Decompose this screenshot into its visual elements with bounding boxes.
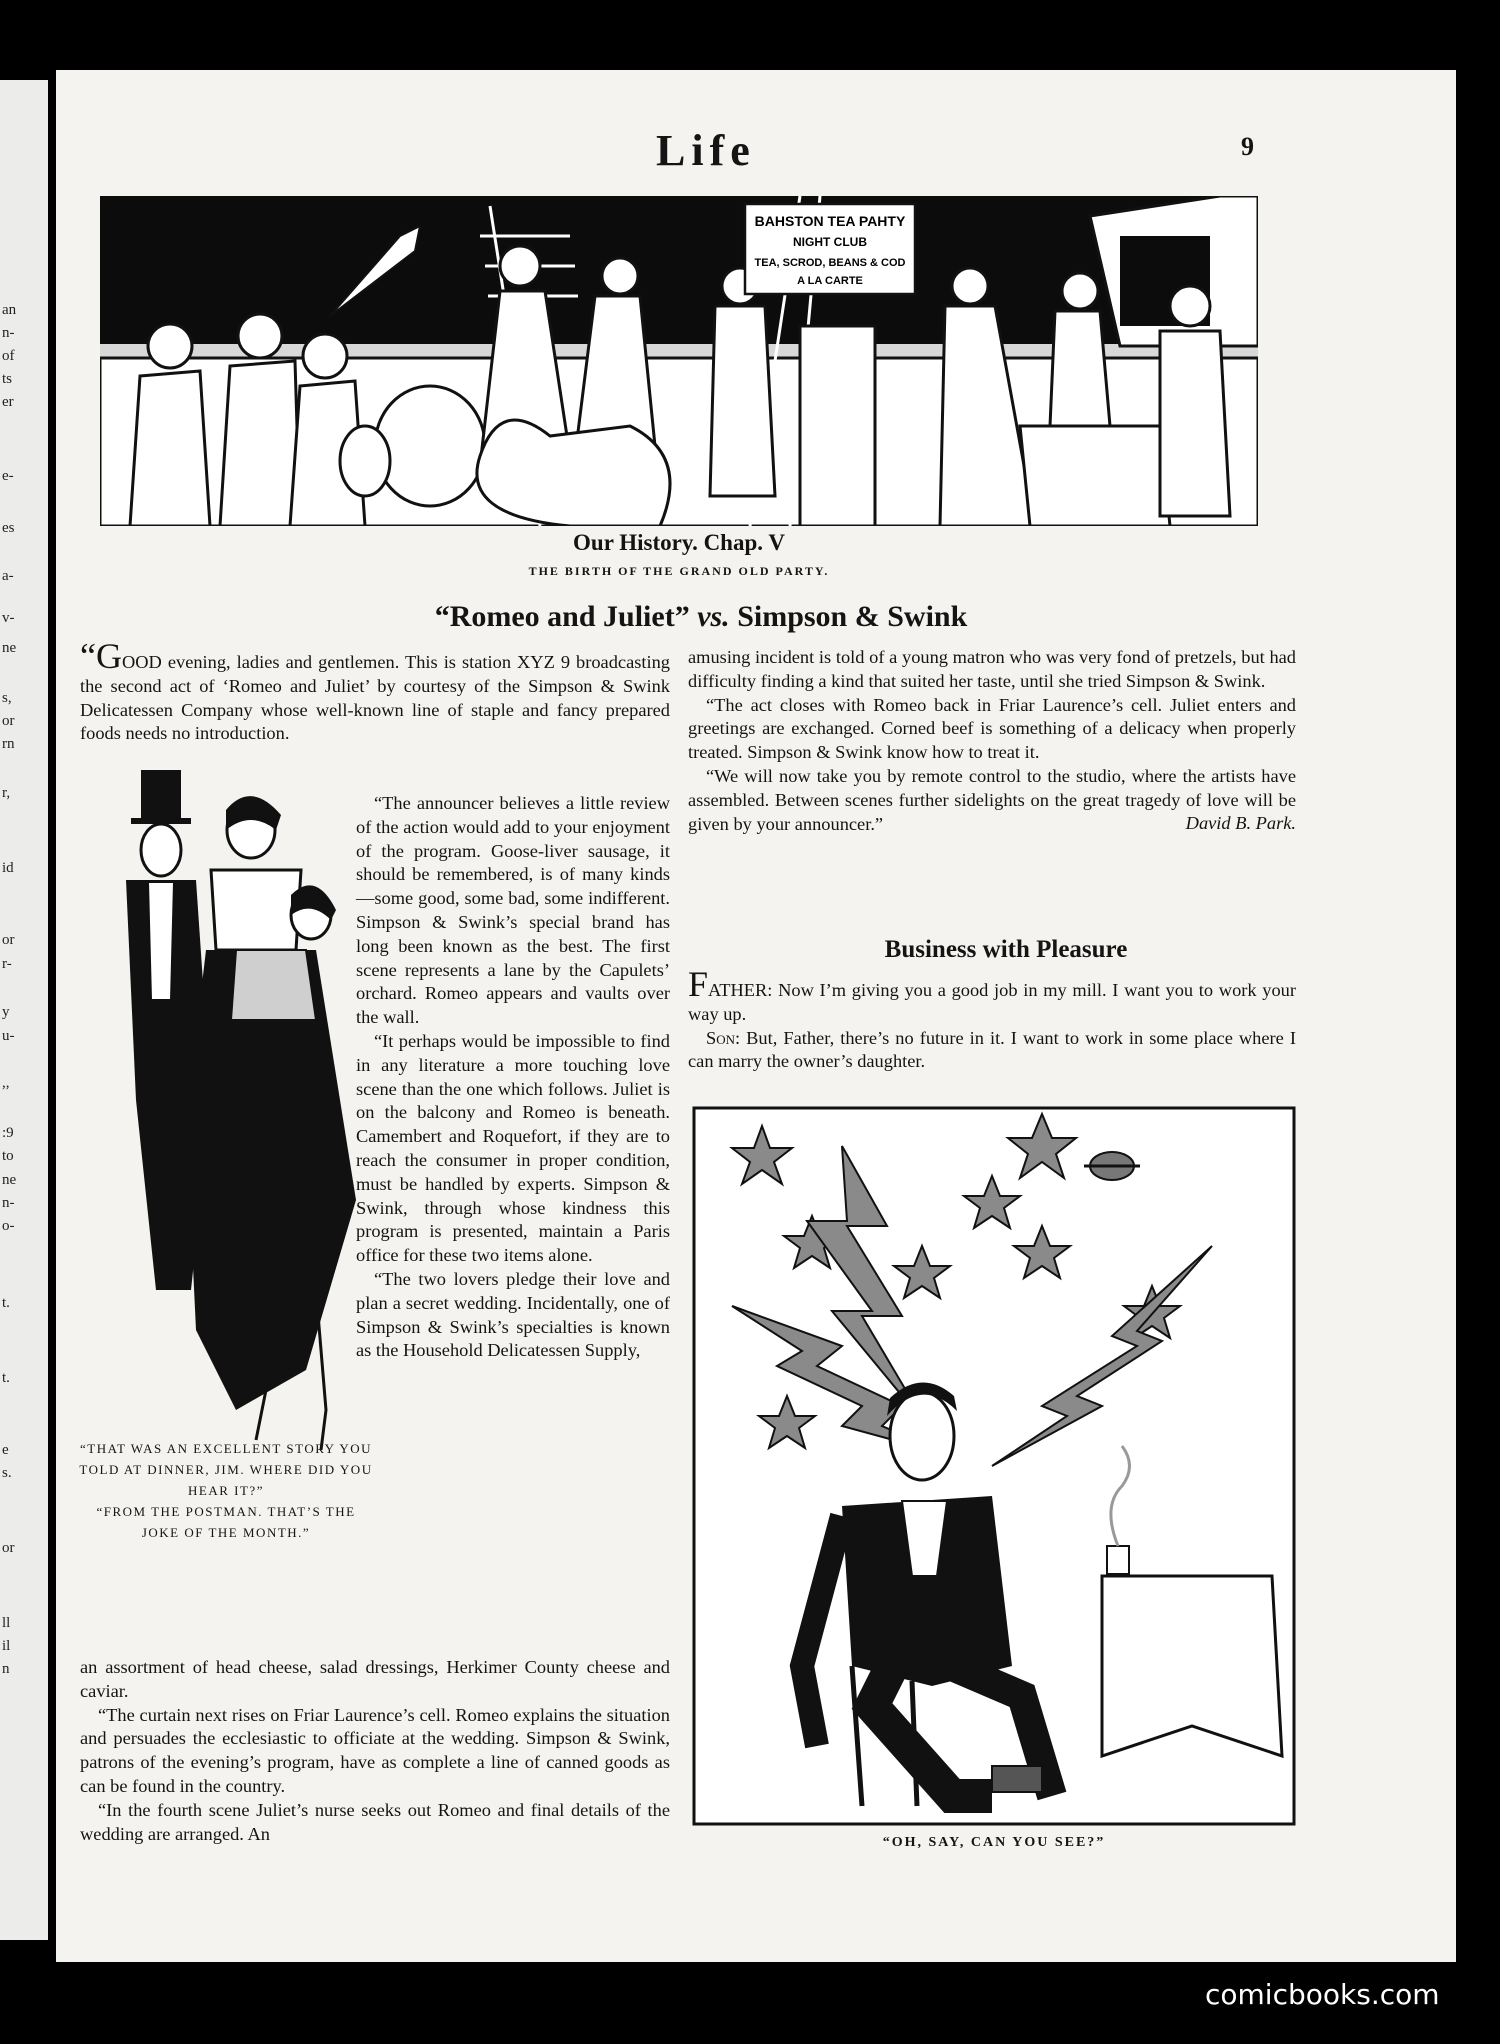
son-line: But, Father, there’s no future in it. I want to work in some place where I can marry the owner’s daughter. [688,1027,1296,1072]
paragraph-3: “It perhaps would be impossible to find in any literature a more touching love scene than the one which follows. Juliet is on the balcony and Romeo is beneath. Camembert and Roquefort, if they are to reach the consumer in proper condition, must be handled by experts. Simpson & Swink, through whose kindness this program is presented, maintain a Paris office for these two items alone. [356,1030,670,1266]
banner-subcaption: THE BIRTH OF THE GRAND OLD PARTY. [528,564,830,578]
article-narrow-column [356,792,670,1363]
sign-line-4: A LA CARTE [797,275,863,287]
joke-body [688,964,1296,1074]
son-label: Son: [706,1027,741,1048]
banner-caption: Our History. Chap. V [573,530,785,555]
paragraph-8: “The act closes with Romeo back in Friar Laurence’s cell. Juliet enters and greetings are exchanged. Corned beef is something of a delicacy when properly treated. Simpson & Swink know how to treat it. [688,694,1296,763]
paragraph-4b: an assortment of head cheese, salad dressings, Herkimer County cheese and caviar. [80,1657,670,1701]
page-number: 9 [1241,132,1254,161]
lead-paragraph: OOD evening, ladies and gentlemen. This is station XYZ 9 broadcasting the second act of ‘Romeo and Juliet’ by courtesy of the Simpson & Swink Delicatessen Company whose well-known line of staple and fancy prepared foods needs no introduction. [80,652,670,744]
sign-line-3: TEA, SCROD, BEANS & COD [754,257,906,269]
joke-drop-cap: F [688,964,709,1004]
byline: David B. Park. [1185,813,1296,834]
watermark: comicbooks.com [1205,1978,1440,2011]
paragraph-6: “In the fourth scene Juliet’s nurse seeks out Romeo and final details of the wedding are arranged. An [80,1799,670,1844]
paragraph-4a: “The two lovers pledge their love and plan a secret wedding. Incidentally, one of Simpson & Swink’s specialties is known as the Household Delicatessen Supply, [356,1268,670,1361]
paragraph-7: amusing incident is told of a young matron who was very fond of pretzels, but had difficulty finding a kind that suited her taste, until she tried Simpson & Swink. [688,647,1296,691]
previous-page-edge: an n- of ts er e- es a- v- ne s, or rn r, id or r- y u- ,, :9 to ne n- o- t. t. e s. or ll il n [0,80,48,1940]
sign-line-1: BAHSTON TEA PAHTY [754,213,906,229]
paragraph-9: “We will now take you by remote control to the studio, where the artists have assembled. Between scenes further sidelights on the great tragedy of love will be given by your announcer.” [688,765,1296,834]
cartoon1-caption-answer: “FROM THE POSTMAN. THAT’S THE JOKE OF THE MONTH.” [96,1504,356,1540]
father-line: Now I’m giving you a good job in my mill. I want you to work your way up. [688,980,1296,1024]
joke-title: Business with Pleasure [884,936,1128,963]
lead-drop-cap: “G [80,636,122,676]
stargazing-man-illustration [692,1106,1296,1826]
cartoon1-caption [76,1438,376,1543]
headline-vs: vs. [697,600,730,633]
article-headline [56,600,1346,634]
masthead: Life [656,126,756,175]
magazine-page [56,70,1456,1962]
father-label: ATHER: [708,980,773,1000]
article-lead [80,636,670,746]
paragraph-5: “The curtain next rises on Friar Laurence’s cell. Romeo explains the situation and persuades the ecclesiastic to officiate at the wedding. Simpson & Swink, patrons of the evening’s program, have as complete a line of canned goods as can be found in the country. [80,1704,670,1796]
cartoon1-caption-question: “THAT WAS AN EXCELLENT STORY YOU TOLD AT DINNER, JIM. WHERE DID YOU HEAR IT?” [79,1441,373,1498]
article-right-column [688,646,1296,836]
sign-line-2: NIGHT CLUB [793,235,867,249]
paragraph-2: “The announcer believes a little review of the action would add to your enjoyment of the program. Goose-liver sausage, it should be remembered, is of many kinds—some good, some bad, some indifferent. Simpson & Swink’s special brand has long been known as the best. The first scene represents a lane by the Capulets’ orchard. Romeo appears and vaults over the wall. [356,793,670,1028]
cartoon2-caption: “OH, SAY, CAN YOU SEE?” [882,1835,1106,1850]
banner-cartoon [100,196,1258,526]
article-continuation [80,1656,670,1846]
headline-part-b: Simpson & Swink [737,600,968,633]
evening-couple-illustration [86,770,386,1450]
headline-part-a: “Romeo and Juliet” [434,600,690,633]
